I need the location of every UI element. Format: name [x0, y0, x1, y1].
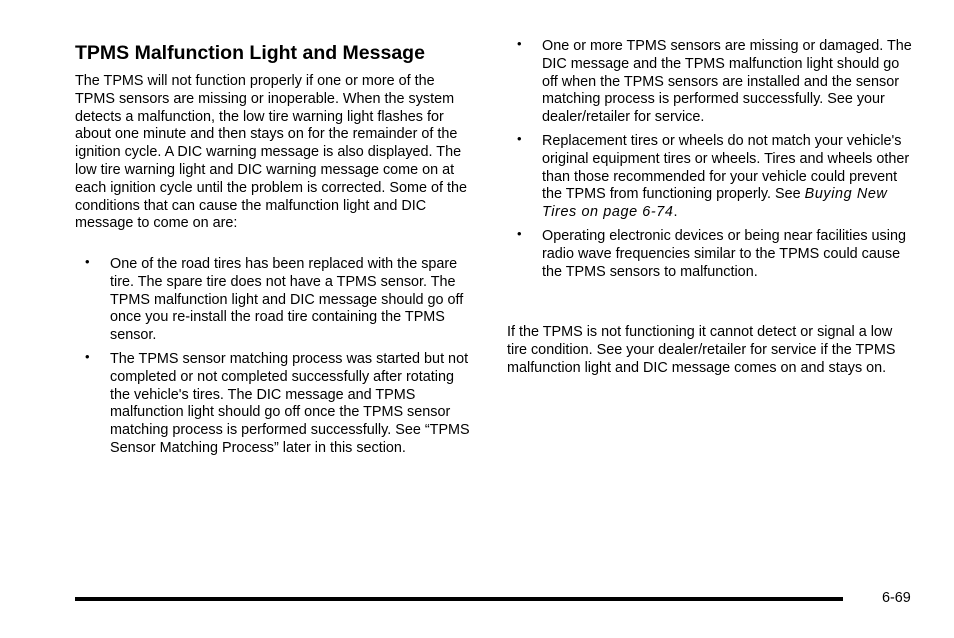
- list-item: [75, 348, 475, 458]
- list-item-text: Replacement tires or wheels do not match your vehicle's original equipment tires or wheels. Tires and wheels other than those recommended for your vehicle could prevent the TPMS from functioning properly. See: [542, 132, 910, 203]
- list-item-text-end: .: [673, 204, 678, 221]
- right-bullet-list: [507, 38, 912, 281]
- list-item: [507, 130, 912, 222]
- list-item-text: The TPMS sensor matching process was started but not completed or not completed successfully after rotating the vehicle's tires. The DIC message and TPMS malfunction light should go off once the TPMS sensor matching process is performed successfully. See “TPMS Sensor Matching Process” later in this section.: [110, 350, 470, 456]
- section-heading: TPMS Malfunction Light and Message: [75, 42, 425, 64]
- list-item: [507, 225, 912, 281]
- bullet-icon: •: [517, 225, 522, 241]
- list-item-text: One or more TPMS sensors are missing or damaged. The DIC message and the TPMS malfunction light should go off when the TPMS sensors are installed and the sensor matching process is performed successfully. See your dealer/retailer for service.: [542, 38, 912, 126]
- bullet-icon: •: [517, 36, 522, 51]
- list-item: [507, 38, 912, 127]
- list-item-text: Operating electronic devices or being near facilities using radio wave frequencies similar to the TPMS could cause the TPMS sensors to malfunction.: [542, 227, 906, 280]
- list-item: [75, 256, 475, 345]
- footer-rule: [75, 597, 843, 601]
- closing-paragraph: If the TPMS is not functioning it cannot detect or signal a low tire condition. See your dealer/retailer for service if the TPMS malfunction light and DIC message comes on and stays on.: [507, 324, 896, 376]
- bullet-icon: •: [517, 130, 522, 146]
- list-item-text: One of the road tires has been replaced with the spare tire. The spare tire does not have a TPMS sensor. The TPMS malfunction light and DIC message should go off once you re-install the road tire containing the TPMS sensor.: [110, 256, 464, 344]
- page-number: 6-69: [882, 590, 911, 606]
- bullet-icon: •: [85, 348, 90, 364]
- cross-reference-link[interactable]: Buying New Tires on page 6‑74: [542, 186, 888, 221]
- intro-paragraph: The TPMS will not function properly if one or more of the TPMS sensors are missing or inoperable. When the system detects a malfunction, the low tire warning light flashes for about one minute and then stays on for the remainder of the ignition cycle. A DIC warning message is also displayed. The low tire warning light and DIC warning message come on at each ignition cycle until the problem is corrected. Some of the conditions that can cause the malfunction light and DIC message to come on are:: [75, 73, 467, 232]
- left-bullet-list: [75, 256, 475, 458]
- bullet-icon: •: [85, 254, 90, 269]
